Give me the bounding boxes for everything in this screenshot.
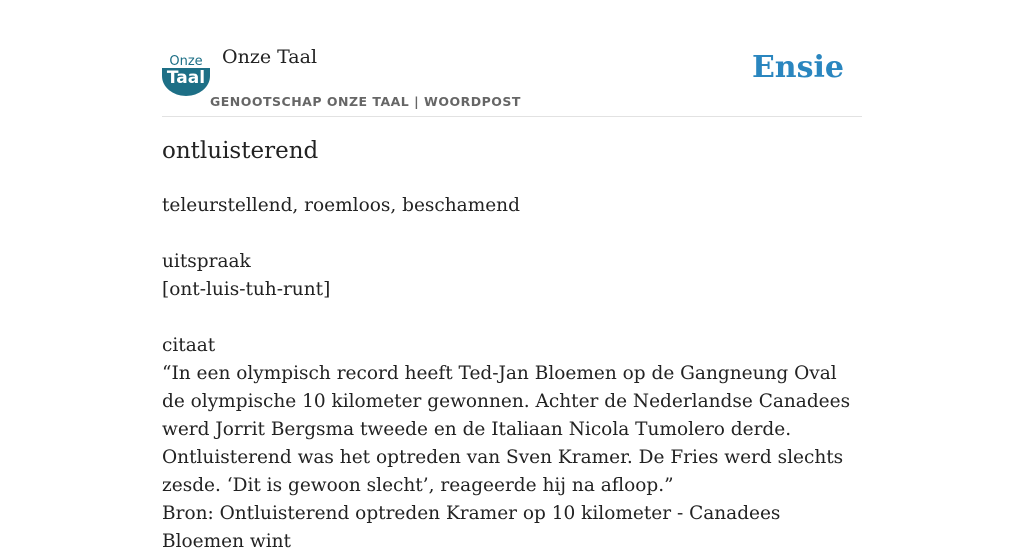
entry-headword: ontluisterend <box>162 138 319 164</box>
entry-definition: teleurstellend, roemloos, beschamend <box>162 195 520 216</box>
entry-content <box>162 192 862 556</box>
logo-text-onze: Onze <box>169 54 203 69</box>
site-name[interactable]: Onze Taal <box>222 46 318 68</box>
ensie-brand-logo[interactable]: Ensie <box>751 50 844 85</box>
pronunciation-value: [ont-luis-tuh-runt] <box>162 279 331 300</box>
pronunciation-label: uitspraak <box>162 251 251 272</box>
page <box>162 0 862 552</box>
onze-taal-logo[interactable] <box>162 48 210 96</box>
spacer <box>162 304 862 332</box>
quote-source: Bron: Ontluisterend optreden Kramer op 10 kilometer - Canadees Bloemen wint <box>162 503 781 552</box>
quote-text: “In een olympisch record heeft Ted-Jan Bloemen op de Gangneung Oval de olympische 10 kilometer gewonnen. Achter de Nederlandse Canadees werd Jorrit Bergsma tweede en de Italiaan Nicola Tumolero derde. Ontluisterend was het optreden van Sven Kramer. De Fries werd slechts zesde. ‘Dit is gewoon slecht’, reageerde hij na afloop.” <box>162 363 851 496</box>
header <box>162 0 862 117</box>
spacer <box>162 220 862 248</box>
quote-label: citaat <box>162 335 216 356</box>
logo-text-taal: Taal <box>166 68 206 88</box>
site-subtitle: GENOOTSCHAP ONZE TAAL | WOORDPOST <box>210 94 521 109</box>
